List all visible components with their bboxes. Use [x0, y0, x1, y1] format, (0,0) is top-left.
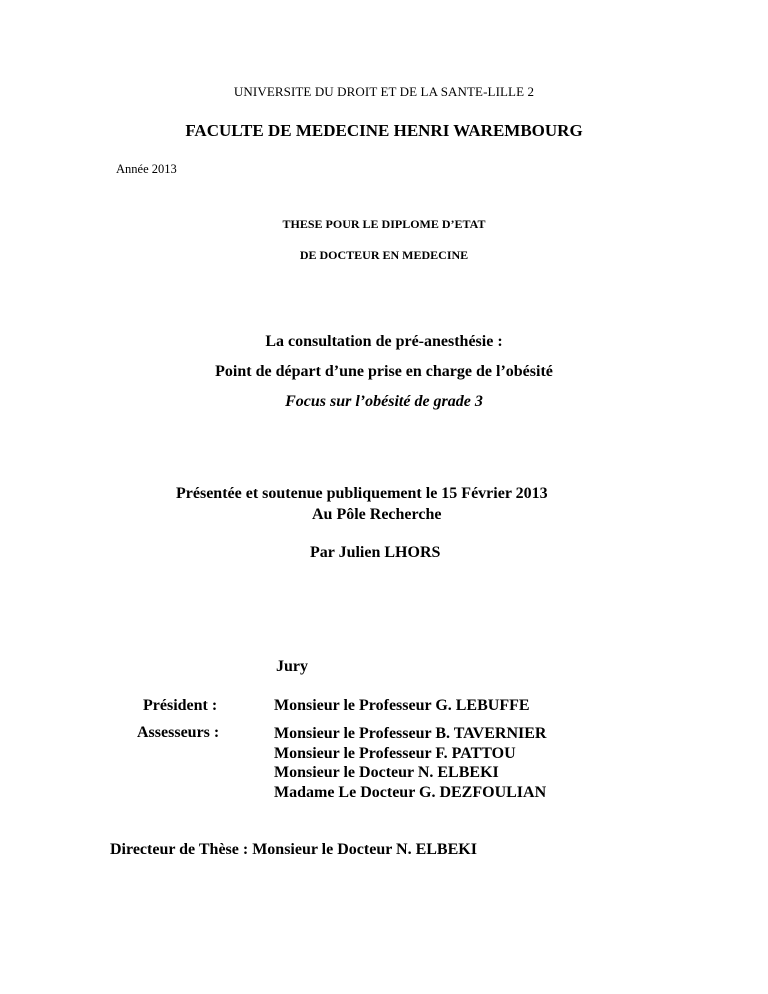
thesis-type-line-1: THESE POUR LE DIPLOME D’ETAT — [282, 217, 486, 231]
defense-date: Présentée et soutenue publiquement le 15 Février 2013 — [176, 485, 548, 502]
assessor-name: Monsieur le Docteur N. ELBEKI — [274, 764, 499, 781]
thesis-type-line-2: DE DOCTEUR EN MEDECINE — [299, 248, 469, 262]
jury-heading: Jury — [276, 658, 308, 675]
assessor-name: Monsieur le Professeur B. TAVERNIER — [274, 725, 547, 742]
president-name: Monsieur le Professeur G. LEBUFFE — [274, 697, 530, 714]
thesis-subtitle: Focus sur l’obésité de grade 3 — [285, 393, 483, 410]
faculty-name: FACULTE DE MEDECINE HENRI WAREMBOURG — [185, 121, 583, 140]
university-name: UNIVERSITE DU DROIT ET DE LA SANTE-LILLE 2 — [233, 84, 535, 99]
thesis-author: Par Julien LHORS — [310, 544, 441, 561]
assessors-list — [274, 724, 546, 802]
assessor-name: Madame Le Docteur G. DEZFOULIAN — [274, 783, 547, 801]
assessors-label: Assesseurs : — [137, 724, 220, 741]
thesis-title-line-2: Point de départ d’une prise en charge de l’obésité — [215, 363, 553, 380]
defense-location: Au Pôle Recherche — [312, 506, 442, 523]
assessor-name: Monsieur le Professeur F. PATTOU — [274, 744, 516, 762]
president-label: Président : — [143, 697, 218, 714]
academic-year: Année 2013 — [116, 162, 177, 176]
thesis-director: Directeur de Thèse : Monsieur le Docteur N. ELBEKI — [110, 841, 477, 858]
thesis-title-line-1: La consultation de pré-anesthésie : — [265, 333, 503, 350]
